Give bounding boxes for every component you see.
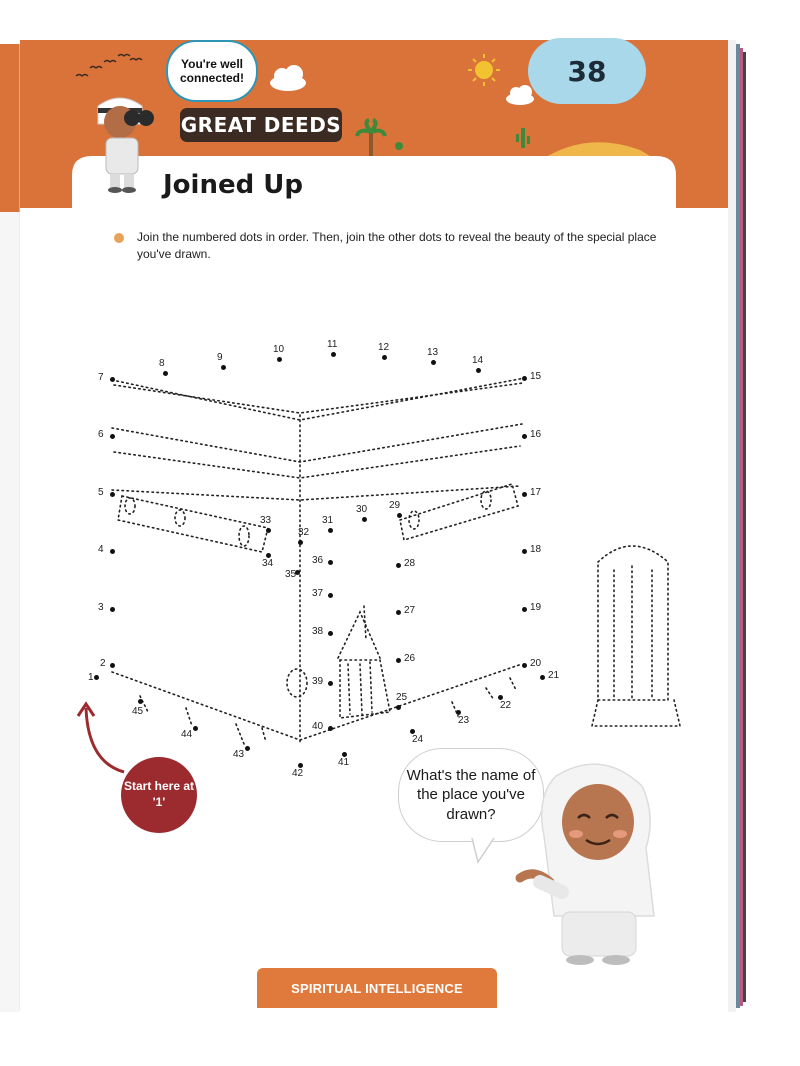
dot-label-20: 20 (530, 658, 542, 669)
dot-label-22: 22 (500, 700, 512, 711)
dot-3 (110, 607, 115, 612)
dot-11 (331, 352, 336, 357)
dot-1 (94, 675, 99, 680)
dot-label-15: 15 (530, 371, 542, 382)
activity-title: Joined Up (163, 170, 303, 200)
dot-label-4: 4 (98, 544, 104, 555)
footer-tab: SPIRITUAL INTELLIGENCE (257, 968, 497, 1008)
dot-24 (410, 729, 415, 734)
dot-label-26: 26 (404, 653, 416, 664)
dot-label-28: 28 (404, 558, 416, 569)
dot-label-38: 38 (312, 626, 324, 637)
dot-44 (193, 726, 198, 731)
dot-label-45: 45 (132, 706, 144, 717)
dot-34 (266, 553, 271, 558)
dot-43 (245, 746, 250, 751)
page-number: 38 (528, 38, 646, 104)
dot-label-36: 36 (312, 555, 324, 566)
dot-39 (328, 681, 333, 686)
dot-label-33: 33 (260, 515, 272, 526)
dot-label-25: 25 (396, 692, 408, 703)
section-banner: GREAT DEEDS (180, 108, 342, 142)
dot-37 (328, 593, 333, 598)
dot-33 (266, 528, 271, 533)
dot-label-1: 1 (88, 672, 94, 683)
start-badge: Start here at '1' (121, 757, 197, 833)
dot-10 (277, 357, 282, 362)
dot-label-18: 18 (530, 544, 542, 555)
activity-instruction: Join the numbered dots in order. Then, join the other dots to reveal the beauty of the special place you've drawn. (137, 230, 657, 262)
dot-label-12: 12 (378, 342, 390, 353)
dot-13 (431, 360, 436, 365)
dot-23 (456, 710, 461, 715)
dot-label-13: 13 (427, 347, 439, 358)
dot-7 (110, 377, 115, 382)
dot-label-31: 31 (322, 515, 334, 526)
dot-label-23: 23 (458, 715, 470, 726)
dot-label-41: 41 (338, 757, 350, 768)
dot-label-2: 2 (100, 658, 106, 669)
dot-25 (396, 705, 401, 710)
dot-label-6: 6 (98, 429, 104, 440)
dot-label-30: 30 (356, 504, 368, 515)
dot-42 (298, 763, 303, 768)
dot-label-35: 35 (285, 569, 297, 580)
dot-31 (328, 528, 333, 533)
dot-label-32: 32 (298, 527, 310, 538)
dot-label-42: 42 (292, 768, 304, 779)
dot-9 (221, 365, 226, 370)
dot-22 (498, 695, 503, 700)
dot-label-9: 9 (217, 352, 223, 363)
dot-5 (110, 492, 115, 497)
dot-32 (298, 540, 303, 545)
bubble-tail (470, 836, 500, 866)
dot-30 (362, 517, 367, 522)
dot-41 (342, 752, 347, 757)
dot-20 (522, 663, 527, 668)
dot-17 (522, 492, 527, 497)
dot-21 (540, 675, 545, 680)
dot-label-44: 44 (181, 729, 193, 740)
dot-29 (397, 513, 402, 518)
dot-label-5: 5 (98, 487, 104, 498)
dot-19 (522, 607, 527, 612)
dot-label-17: 17 (530, 487, 542, 498)
dot-8 (163, 371, 168, 376)
question-bubble: What's the name of the place you've drawn? (398, 748, 544, 842)
dot-label-37: 37 (312, 588, 324, 599)
dot-label-40: 40 (312, 721, 324, 732)
dot-label-16: 16 (530, 429, 542, 440)
dot-label-29: 29 (389, 500, 401, 511)
dot-label-43: 43 (233, 749, 245, 760)
dot-12 (382, 355, 387, 360)
dot-label-19: 19 (530, 602, 542, 613)
dot-label-14: 14 (472, 355, 484, 366)
dot-15 (522, 376, 527, 381)
dot-label-3: 3 (98, 602, 104, 613)
speech-bubble: You're well connected! (166, 40, 258, 102)
dot-label-8: 8 (159, 358, 165, 369)
dot-label-21: 21 (548, 670, 560, 681)
dot-14 (476, 368, 481, 373)
dot-16 (522, 434, 527, 439)
dot-label-7: 7 (98, 372, 104, 383)
dot-label-10: 10 (273, 344, 285, 355)
dot-label-39: 39 (312, 676, 324, 687)
dot-label-34: 34 (262, 558, 274, 569)
dot-label-24: 24 (412, 734, 424, 745)
dot-38 (328, 631, 333, 636)
dot-18 (522, 549, 527, 554)
dot-label-27: 27 (404, 605, 416, 616)
dot-28 (396, 563, 401, 568)
dot-4 (110, 549, 115, 554)
dot-27 (396, 610, 401, 615)
girl-in-hijab-illustration (514, 756, 664, 968)
dot-36 (328, 560, 333, 565)
dot-6 (110, 434, 115, 439)
dot-26 (396, 658, 401, 663)
dot-40 (328, 726, 333, 731)
dot-2 (110, 663, 115, 668)
dot-label-11: 11 (327, 339, 338, 350)
